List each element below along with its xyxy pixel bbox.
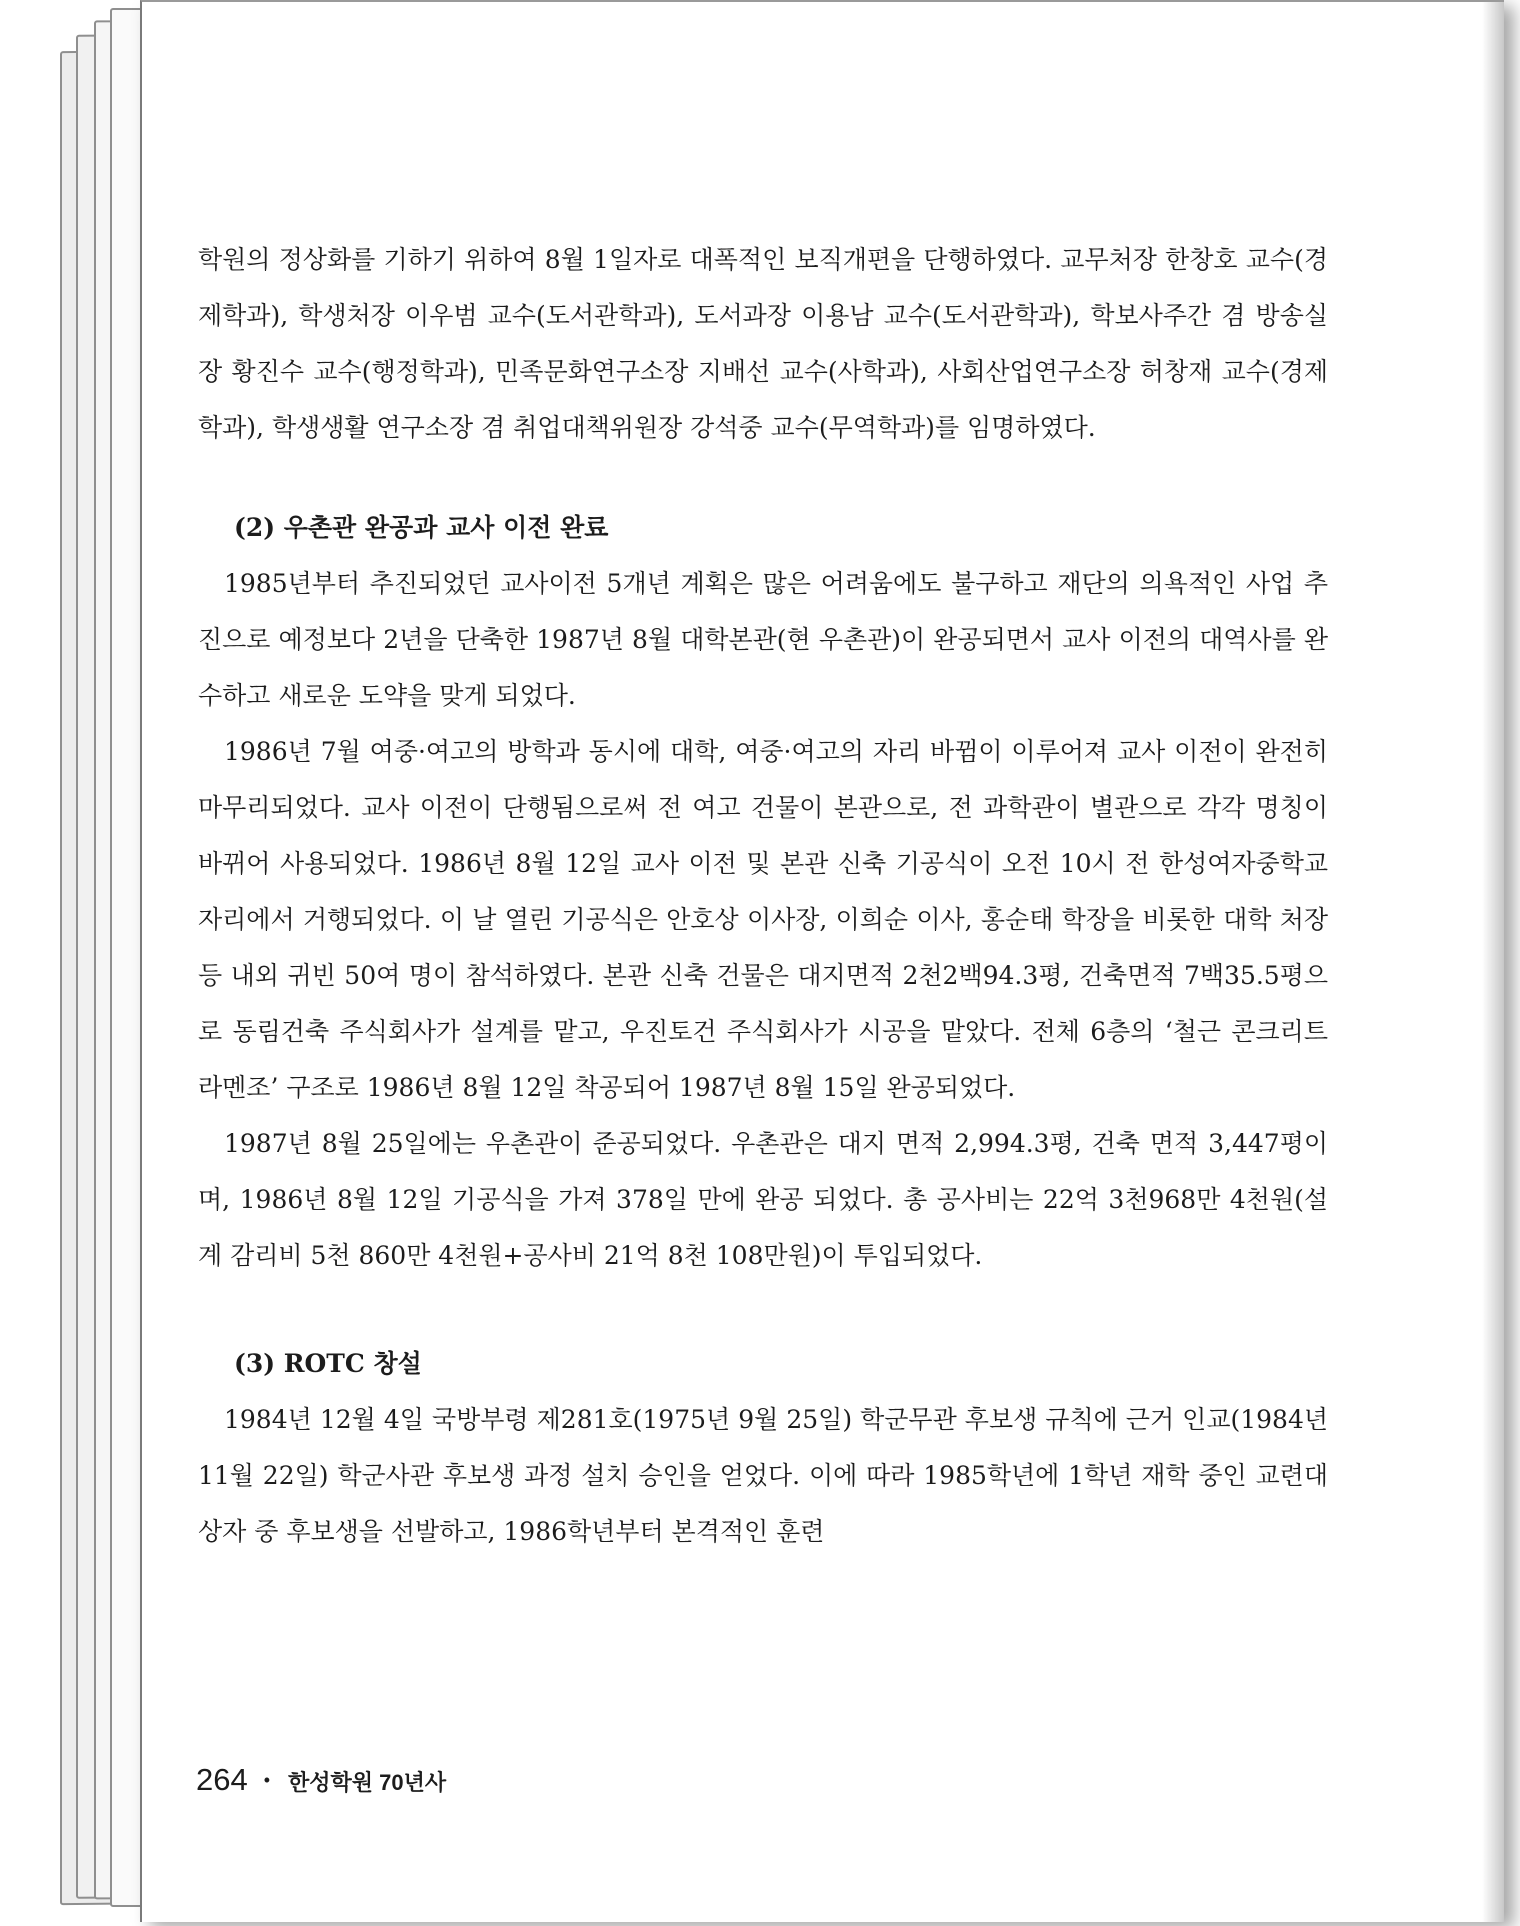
book-title: 한성학원 70년사: [288, 1770, 447, 1795]
section-heading-2: (2) 우촌관 완공과 교사 이전 완료: [234, 513, 609, 542]
intro-paragraph: 학원의 정상화를 기하기 위하여 8월 1일자로 대폭적인 보직개편을 단행하였다. 교무처장 한창호 교수(경제학과), 학생처장 이우범 교수(도서관학과), 도서과장 이용남 교수(도서관학과), 학보사주간 겸 방송실장 황진수 교수(행정학과), 민족문화연구소장 지배선 교수(사학과), 사회산업연구소장 허창재 교수(경제학과), 학생생활 연구소장 겸 취업대책위원장 강석중 교수(무역학과)를 임명하였다.: [198, 245, 1328, 442]
section-heading-3: (3) ROTC 창설: [234, 1349, 422, 1378]
section-spacer: [198, 456, 1328, 500]
section2-paragraph-1: 1985년부터 추진되었던 교사이전 5개년 계획은 많은 어려움에도 불구하고 재단의 의욕적인 사업 추진으로 예정보다 2년을 단축한 1987년 8월 대학본관(현 우촌관)이 완공되면서 교사 이전의 대역사를 완수하고 새로운 도약을 맞게 되었다.: [198, 569, 1328, 710]
footer-bullet: •: [263, 1770, 271, 1790]
page-footer: [196, 1762, 446, 1798]
section2-paragraph-3: 1987년 8월 25일에는 우촌관이 준공되었다. 우촌관은 대지 면적 2,994.3평, 건축 면적 3,447평이며, 1986년 8월 12일 기공식을 가져 378일 만에 완공 되었다. 총 공사비는 22억 3천968만 4천원(설계 감리비 5천 860만 4천원+공사비 21억 8천 108만원)이 투입되었다.: [198, 1129, 1328, 1270]
page-number: 264: [196, 1762, 248, 1797]
page-body: [198, 232, 1328, 1560]
page-shadow: [1482, 2, 1504, 1922]
section-spacer: [198, 1284, 1328, 1336]
section2-paragraph-2: 1986년 7월 여중·여고의 방학과 동시에 대학, 여중·여고의 자리 바뀜이 이루어져 교사 이전이 완전히 마무리되었다. 교사 이전이 단행됨으로써 전 여고 건물이 본관으로, 전 과학관이 별관으로 각각 명칭이 바뀌어 사용되었다. 1986년 8월 12일 교사 이전 및 본관 신축 기공식이 오전 10시 전 한성여자중학교자리에서 거행되었다. 이 날 열린 기공식은 안호상 이사장, 이희순 이사, 홍순태 학장을 비롯한 대학 처장 등 내외 귀빈 50여 명이 참석하였다. 본관 신축 건물은 대지면적 2천2백94.3평, 건축면적 7백35.5평으로 동림건축 주식회사가 설계를 맡고, 우진토건 주식회사가 시공을 맡았다. 전체 6층의 ‘철근 콘크리트 라멘조’ 구조로 1986년 8월 12일 착공되어 1987년 8월 15일 완공되었다.: [198, 737, 1328, 1102]
section3-paragraph-1: 1984년 12월 4일 국방부령 제281호(1975년 9월 25일) 학군무관 후보생 규칙에 근거 인교(1984년 11월 22일) 학군사관 후보생 과정 설치 승인을 얻었다. 이에 따라 1985학년에 1학년 재학 중인 교련대상자 중 후보생을 선발하고, 1986학년부터 본격적인 훈련: [198, 1405, 1328, 1546]
